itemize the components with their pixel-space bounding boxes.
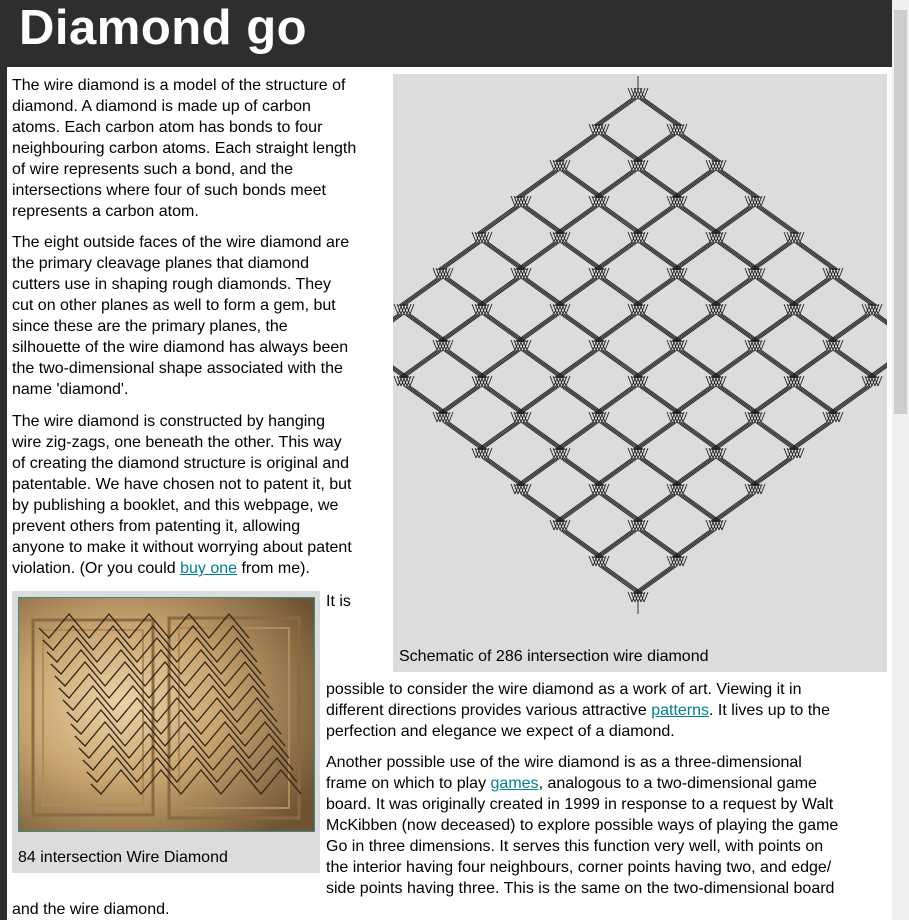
- faces-line: the two-dimensional shape associated with the: [12, 360, 343, 377]
- games-line: Go in three dimensions. It serves this function very well, with points on: [326, 838, 824, 855]
- faces-line: since these are the primary planes, the: [12, 318, 288, 335]
- games-line: side points having three. This is the same on the two-dimensional board: [326, 880, 835, 897]
- games-line: McKibben (now deceased) to explore possible ways of playing the game: [326, 817, 839, 834]
- faces-line: The eight outside faces of the wire diamond are: [12, 234, 350, 251]
- intro-paragraph: [12, 75, 356, 222]
- faces-line: cut on other planes as well to form a gem, but: [12, 297, 336, 314]
- games-line: the interior having four neighbours, corner points having two, and edge/: [326, 859, 832, 876]
- construction-line: wire zig-zags, one beneath the other. This way: [12, 434, 342, 451]
- title-bar: [0, 0, 892, 64]
- scrollbar-thumb[interactable]: [894, 10, 907, 414]
- intro-line: represents a carbon atom.: [12, 203, 199, 220]
- games-link[interactable]: games: [490, 775, 539, 792]
- art-paragraph: It is: [326, 593, 351, 610]
- construction-line: by publishing a booklet, and this webpage, we: [12, 497, 339, 514]
- construction-last-line: violation. (Or you could buy one from me).: [12, 560, 310, 577]
- wire-diamond-schematic: [393, 74, 887, 634]
- games-line: board. It was originally created in 1999 in response to a request by Walt: [326, 796, 834, 813]
- construction-line: anyone to make it without worrying about patent: [12, 539, 352, 556]
- construction-line: The wire diamond is constructed by hanging: [12, 413, 326, 430]
- intro-line: of wire represents such a bond, and the: [12, 161, 294, 178]
- faces-line: name 'diamond'.: [12, 381, 129, 398]
- wire-diamond-photo: [18, 597, 315, 832]
- schematic-caption: Schematic of 286 intersection wire diamond: [399, 648, 709, 665]
- photo-figure: [12, 591, 320, 873]
- games-paragraph-last-line: and the wire diamond.: [12, 901, 170, 918]
- intro-line: neighbouring carbon atoms. Each straight length: [12, 140, 357, 157]
- construction-line: patentable. We have chosen not to patent it, but: [12, 476, 352, 493]
- construction-line: of creating the diamond structure is original and: [12, 455, 350, 472]
- schematic-figure: [393, 74, 887, 672]
- faces-line: the primary cleavage planes that diamond: [12, 255, 310, 272]
- construction-paragraph: [12, 411, 352, 579]
- photo-caption: 84 intersection Wire Diamond: [18, 849, 228, 866]
- faces-line: cutters use in shaping rough diamonds. They: [12, 276, 332, 293]
- construction-line: prevent others from patenting it, allowing: [12, 518, 301, 535]
- intro-line: The wire diamond is a model of the structure of: [12, 77, 346, 94]
- games-paragraph: Another possible use of the wire diamond is as a three-dimensional frame on which to play games, analogous to a two-dimensional game board. It was originally created in 1999 in response to a request by Walt McKibben (now deceased) to explore possible ways of playing the game Go in three dimensions. It serves this function very well, with points on the interior having four neighbours, corner points having two, and edge/ side points having three. This is the same on the two-dimensional board: [326, 754, 839, 897]
- intro-line: intersections where four of such bonds meet: [12, 182, 326, 199]
- faces-line: silhouette of the wire diamond has always been: [12, 339, 349, 356]
- intro-line: atoms. Each carbon atom has bonds to four: [12, 119, 323, 136]
- intro-line: diamond. A diamond is made up of carbon: [12, 98, 311, 115]
- cleavage-planes-paragraph: [12, 232, 349, 400]
- patterns-link[interactable]: patterns: [651, 702, 710, 719]
- art-paragraph-continued: possible to consider the wire diamond as a work of art. Viewing it in different directions provides various attractive patterns. It lives up to the perfection and elegance we expect of a diamond.: [326, 681, 830, 740]
- page-title: Diamond go: [19, 1, 308, 55]
- buy-one-link[interactable]: buy one: [180, 560, 238, 577]
